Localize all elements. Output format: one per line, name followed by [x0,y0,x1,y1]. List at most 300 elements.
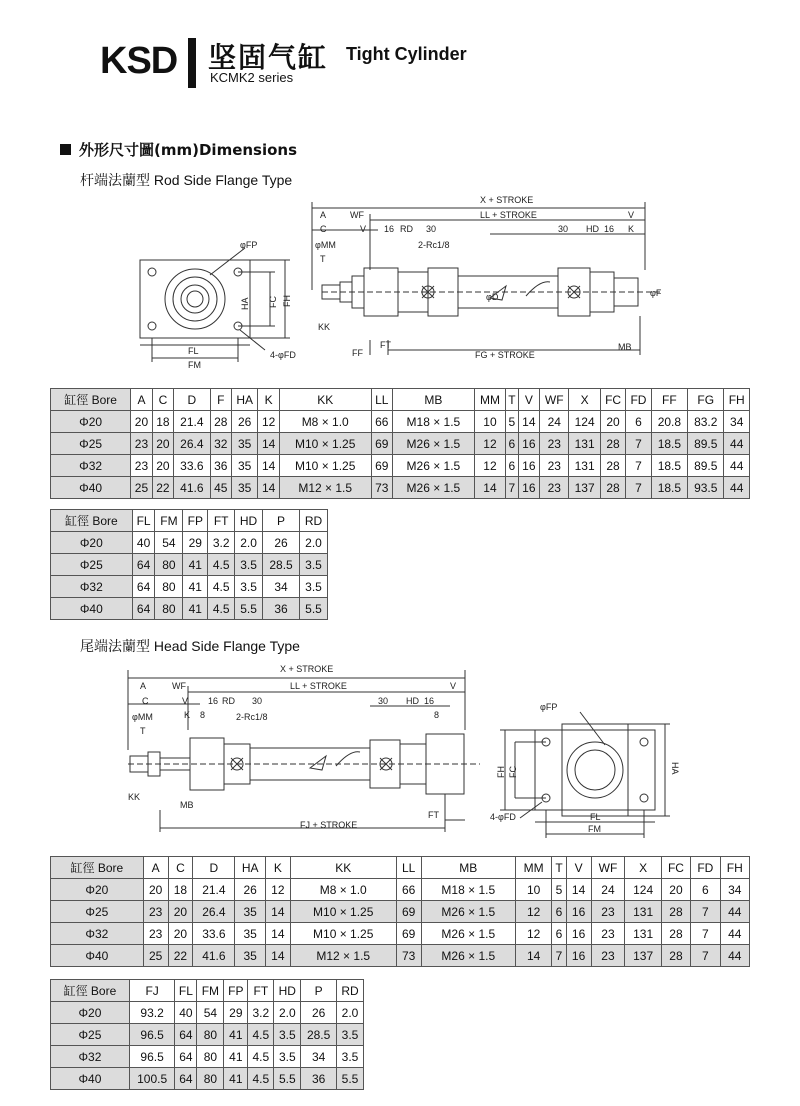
section-title-text: 外形尺寸圖(mm)Dimensions [79,141,298,159]
table-cell: 3.5 [337,1046,364,1068]
h-label-fm: FM [588,824,601,834]
table-row [51,923,750,945]
table-cell: 23 [131,455,152,477]
table-header-cell: HD [274,980,301,1002]
h-label-fc: FC [508,766,518,778]
table-cell: 2.0 [235,532,263,554]
table-cell: 14 [566,879,591,901]
table-header-cell: X [625,857,661,879]
table-header-cell: 缸徑 Bore [51,980,130,1002]
table-header-cell: FT [208,510,235,532]
table-header-cell: FT [248,980,274,1002]
table-cell: 20 [152,455,173,477]
h-label-30b: 30 [378,696,389,706]
table-cell: M10 × 1.25 [290,923,396,945]
label-30: 30 [426,224,437,234]
label-f: φF [650,288,662,298]
table-cell: 29 [224,1002,248,1024]
table-header-cell: KK [290,857,396,879]
table-header-cell: P [301,980,337,1002]
table-cell: 5.5 [337,1068,364,1090]
h-label-fl: FL [590,812,601,822]
table-cell: 16 [518,477,539,499]
table-cell: 16 [566,901,591,923]
table-cell: 33.6 [193,923,235,945]
table-cell: 41 [183,598,208,620]
h-label-rd: RD [222,696,235,706]
table-cell: 64 [175,1046,197,1068]
table-cell: 41.6 [193,945,235,967]
h-label-v: V [182,696,189,706]
h-label-ll-stroke: LL + STROKE [290,681,347,691]
table-header-cell: T [506,389,518,411]
label-30b: 30 [558,224,569,234]
table-cell: 23 [540,477,569,499]
label-fc: FC [268,296,278,308]
table-header-cell: T [552,857,566,879]
table-cell: 41 [224,1068,248,1090]
table-cell: 21.4 [193,879,235,901]
table-cell: 35 [231,477,257,499]
table-cell: 80 [197,1024,224,1046]
table-header-cell: V [566,857,591,879]
table-cell: 23 [540,433,569,455]
table-row [51,1002,364,1024]
table-cell: M8 × 1.0 [290,879,396,901]
table-cell: 41 [183,576,208,598]
head-side-table-1 [50,856,750,967]
table-cell: 44 [720,945,750,967]
table-header-cell: P [263,510,300,532]
table-cell: 7 [691,945,720,967]
table-cell: 131 [625,923,661,945]
head-side-table-2 [50,979,364,1090]
table-cell: 3.5 [274,1024,301,1046]
rod-side-table-2 [50,509,328,620]
table-cell: 2.0 [300,532,328,554]
h-label-16: 16 [208,696,219,706]
table-cell: 3.5 [235,554,263,576]
table-cell: 14 [265,945,290,967]
rod-side-subtitle: 杆端法蘭型 Rod Side Flange Type [80,172,293,188]
table-cell: 41 [224,1046,248,1068]
table-cell: 22 [168,945,193,967]
table-cell: Φ40 [51,945,144,967]
table-cell: 5.5 [300,598,328,620]
table-cell: 3.5 [300,576,328,598]
table-cell: 6 [552,923,566,945]
table-cell: 32 [210,433,231,455]
table-row [51,433,750,455]
label-fl: FL [188,346,199,356]
table-cell: 23 [591,945,625,967]
table-cell: 26.4 [193,901,235,923]
table-header-cell: LL [371,389,392,411]
label-ll-stroke: LL + STROKE [480,210,537,220]
table-cell: 66 [396,879,421,901]
table-cell: 64 [132,576,155,598]
table-cell: 12 [516,901,552,923]
table-cell: 89.5 [688,455,724,477]
table-header-cell: KK [279,389,371,411]
table-cell: 73 [371,477,392,499]
table-header-cell: HD [235,510,263,532]
table-cell: 26 [263,532,300,554]
table-header-cell: V [518,389,539,411]
table-cell: 34 [720,879,750,901]
table-cell: Φ40 [51,598,133,620]
table-header-cell: FM [155,510,183,532]
table-cell: 14 [258,455,279,477]
table-cell: 24 [540,411,569,433]
table-cell: 24 [591,879,625,901]
table-header-cell: RD [300,510,328,532]
table-header-cell: 缸徑 Bore [51,389,131,411]
table-cell: 89.5 [688,433,724,455]
table-cell: 64 [132,554,155,576]
table-cell: 4.5 [248,1024,274,1046]
table-header-cell: FL [132,510,155,532]
table-cell: 4.5 [208,598,235,620]
table-cell: 20 [168,901,193,923]
series-label: KCMK2 series [210,70,294,85]
label-fg-stroke: FG + STROKE [475,350,535,360]
table-cell: 96.5 [129,1046,175,1068]
table-row [51,455,750,477]
h-label-8: 8 [200,710,206,720]
table-cell: 69 [396,923,421,945]
title-english: Tight Cylinder [346,44,467,64]
table-cell: M26 × 1.5 [421,901,516,923]
table-cell: 2.0 [274,1002,301,1024]
table-header-cell: K [258,389,279,411]
brand-logo: KSD [100,40,178,82]
table-row [51,477,750,499]
table-cell: 2.0 [337,1002,364,1024]
table-cell: 137 [569,477,600,499]
bullet-square-icon [60,144,71,155]
table-cell: 69 [371,455,392,477]
head-side-subtitle: 尾端法蘭型 Head Side Flange Type [80,638,300,654]
label-fm: FM [188,360,201,370]
table-header-cell: FC [661,857,690,879]
table-cell: 3.2 [248,1002,274,1024]
table-cell: 4.5 [248,1068,274,1090]
table-cell: 35 [231,433,257,455]
table-cell: 26.4 [174,433,210,455]
table-header-cell: FH [720,857,750,879]
table-header-cell: FD [626,389,651,411]
table-cell: 16 [518,433,539,455]
table-cell: 3.5 [235,576,263,598]
table-cell: Φ20 [51,1002,130,1024]
table-header-row [51,389,750,411]
h-label-8b: 8 [434,710,440,720]
table-cell: 64 [175,1068,197,1090]
table-cell: 20 [168,923,193,945]
table-cell: 18 [168,879,193,901]
table-cell: Φ25 [51,433,131,455]
table-cell: 3.5 [337,1024,364,1046]
table-header-cell: FP [224,980,248,1002]
table-header-row [51,980,364,1002]
table-cell: M26 × 1.5 [421,923,516,945]
label-kk: KK [318,322,331,332]
table-cell: 20.8 [651,411,687,433]
table-cell: 54 [155,532,183,554]
table-cell: 28 [600,433,625,455]
table-cell: 93.2 [129,1002,175,1024]
table-cell: 64 [132,598,155,620]
table-header-cell: D [174,389,210,411]
table-cell: 6 [626,411,651,433]
table-cell: Φ20 [51,411,131,433]
table-cell: 23 [143,901,168,923]
table-header-cell: FG [688,389,724,411]
table-cell: M10 × 1.25 [290,901,396,923]
table-cell: Φ25 [51,554,133,576]
label-k: K [628,224,635,234]
table-cell: Φ32 [51,923,144,945]
table-cell: 35 [235,901,266,923]
table-cell: Φ20 [51,879,144,901]
table-cell: 10 [474,411,505,433]
table-cell: Φ32 [51,455,131,477]
table-cell: 28 [600,477,625,499]
table-cell: 36 [263,598,300,620]
table-cell: 12 [258,411,279,433]
table-cell: M26 × 1.5 [393,455,475,477]
table-header-cell: HA [235,857,266,879]
table-cell: Φ40 [51,477,131,499]
table-cell: 14 [474,477,505,499]
table-header-row [51,857,750,879]
table-cell: 28 [661,923,690,945]
table-cell: 29 [183,532,208,554]
table-header-cell: MM [516,857,552,879]
table-cell: 45 [210,477,231,499]
title-chinese: 坚固气缸 [208,41,329,74]
table-cell: 131 [569,433,600,455]
table-cell: 7 [691,901,720,923]
table-cell: 25 [143,945,168,967]
table-row [51,411,750,433]
label-fp: φFP [240,240,258,250]
h-label-fd: 4-φFD [490,812,516,822]
table-cell: 6 [552,901,566,923]
table-cell: 14 [516,945,552,967]
table-cell: 12 [474,433,505,455]
table-cell: 28.5 [263,554,300,576]
table-cell: 40 [175,1002,197,1024]
table-cell: 20 [143,879,168,901]
table-header-cell: K [265,857,290,879]
table-cell: 66 [371,411,392,433]
table-cell: 12 [516,923,552,945]
label-fd: 4-φFD [270,350,296,360]
table-cell: Φ40 [51,1068,130,1090]
table-cell: 26 [235,879,266,901]
table-header-cell: FD [691,857,720,879]
table-cell: 41 [183,554,208,576]
label-ft: FT [380,340,391,350]
table-row [51,598,328,620]
label-rd: RD [400,224,413,234]
table-header-cell: RD [337,980,364,1002]
table-header-cell: FP [183,510,208,532]
table-cell: 124 [625,879,661,901]
h-label-x-stroke: X + STROKE [280,664,334,674]
table-cell: M8 × 1.0 [279,411,371,433]
table-cell: 44 [724,455,750,477]
table-cell: 18.5 [651,433,687,455]
table-cell: 16 [518,455,539,477]
table-cell: 41.6 [174,477,210,499]
table-cell: M26 × 1.5 [393,477,475,499]
table-cell: 5.5 [235,598,263,620]
table-cell: 6 [506,433,518,455]
table-cell: 5 [506,411,518,433]
label-mb: MB [618,342,632,352]
table-cell: 35 [235,923,266,945]
table-cell: 124 [569,411,600,433]
label-mm: φMM [315,240,336,250]
table-cell: 54 [197,1002,224,1024]
table-row [51,554,328,576]
table-cell: M26 × 1.5 [421,945,516,967]
table-cell: 14 [258,433,279,455]
table-header-cell: FC [600,389,625,411]
h-label-hd: HD [406,696,419,706]
table-cell: 26 [301,1002,337,1024]
h-label-port: 2-Rc1/8 [236,712,268,722]
h-label-fj-stroke: FJ + STROKE [300,820,358,830]
table-row [51,879,750,901]
table-cell: M10 × 1.25 [279,455,371,477]
h-label-mb: MB [180,800,194,810]
table-cell: 36 [210,455,231,477]
table-cell: 96.5 [129,1024,175,1046]
table-cell: 23 [540,455,569,477]
table-cell: Φ32 [51,576,133,598]
table-cell: 28 [661,945,690,967]
h-label-mm: φMM [132,712,153,722]
h-label-c: C [142,696,149,706]
table-cell: 80 [197,1046,224,1068]
table-cell: 41 [224,1024,248,1046]
table-row [51,1024,364,1046]
table-header-row [51,510,328,532]
table-cell: 7 [626,477,651,499]
table-row [51,576,328,598]
h-label-kk: KK [128,792,141,802]
table-cell: 3.5 [274,1046,301,1068]
table-header-cell: A [131,389,152,411]
table-header-cell: LL [396,857,421,879]
label-v2: V [628,210,635,220]
table-cell: 25 [131,477,152,499]
table-header-cell: FH [724,389,750,411]
table-cell: 100.5 [129,1068,175,1090]
table-cell: 131 [625,901,661,923]
table-cell: 22 [152,477,173,499]
label-a: A [320,210,327,220]
label-fh: FH [282,295,292,307]
table-header-cell: MM [474,389,505,411]
table-cell: 10 [516,879,552,901]
table-header-cell: 缸徑 Bore [51,857,144,879]
table-header-cell: F [210,389,231,411]
label-ff: FF [352,348,363,358]
table-header-cell: C [168,857,193,879]
table-cell: 28 [661,901,690,923]
table-cell: 34 [301,1046,337,1068]
table-cell: 69 [396,901,421,923]
table-cell: 5.5 [274,1068,301,1090]
table-cell: 40 [132,532,155,554]
table-header-cell: FF [651,389,687,411]
table-cell: 36 [301,1068,337,1090]
table-cell: 137 [625,945,661,967]
table-cell: 7 [626,433,651,455]
table-cell: M10 × 1.25 [279,433,371,455]
table-header-cell: MB [421,857,516,879]
table-cell: Φ20 [51,532,133,554]
table-cell: 3.5 [300,554,328,576]
table-cell: 18.5 [651,455,687,477]
table-cell: 14 [258,477,279,499]
table-cell: 14 [518,411,539,433]
label-c: C [320,224,327,234]
table-cell: 3.2 [208,532,235,554]
table-cell: 93.5 [688,477,724,499]
table-row [51,1046,364,1068]
table-cell: 28 [600,455,625,477]
table-cell: 20 [152,433,173,455]
table-cell: 23 [131,433,152,455]
table-cell: 44 [720,901,750,923]
table-cell: 80 [197,1068,224,1090]
table-cell: 7 [691,923,720,945]
label-d: φD [486,292,499,302]
table-cell: 80 [155,554,183,576]
table-cell: 80 [155,576,183,598]
table-cell: 44 [724,477,750,499]
table-cell: 34 [724,411,750,433]
h-label-16b: 16 [424,696,435,706]
table-cell: Φ25 [51,1024,130,1046]
table-header-cell: C [152,389,173,411]
table-cell: 44 [720,923,750,945]
table-cell: 18 [152,411,173,433]
table-header-cell: X [569,389,600,411]
table-cell: 23 [591,901,625,923]
table-cell: 18.5 [651,477,687,499]
table-cell: 44 [724,433,750,455]
table-cell: 26 [231,411,257,433]
table-cell: 23 [591,923,625,945]
table-cell: 23 [143,923,168,945]
label-16: 16 [384,224,395,234]
label-port: 2-Rc1/8 [418,240,450,250]
table-cell: 35 [231,455,257,477]
head-flange-front-view [500,712,670,838]
label-16b: 16 [604,224,615,234]
table-cell: 16 [566,923,591,945]
table-cell: 64 [175,1024,197,1046]
h-label-ft: FT [428,810,439,820]
table-cell: M12 × 1.5 [290,945,396,967]
